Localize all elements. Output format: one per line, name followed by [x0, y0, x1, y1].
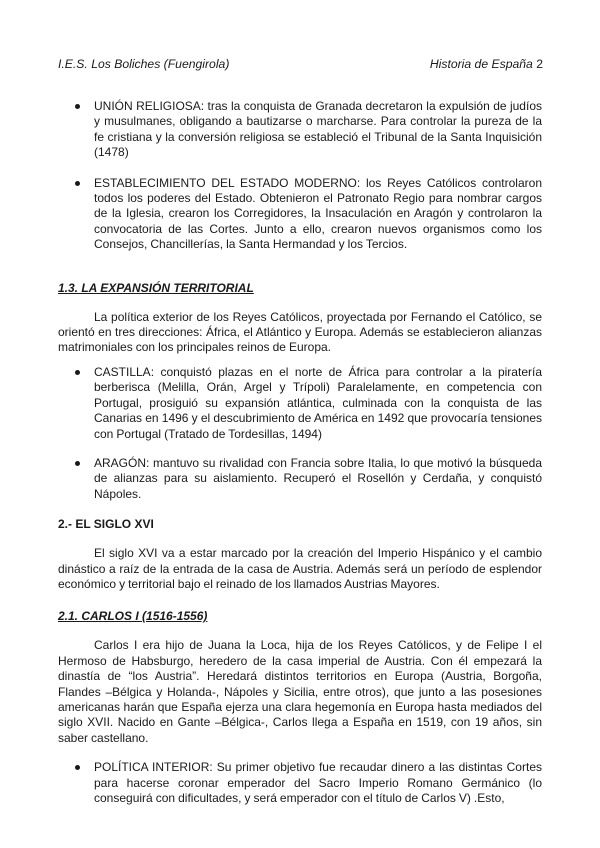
paragraph-siglo-xvi: El siglo XVI va a estar marcado por la creación del Imperio Hispánico y el cambio dinástico a raíz de la entrada de la casa de Austria. Además será un período de esplendor económico y territorial bajo el reinado de los llamados Austrias Mayores. — [58, 546, 542, 591]
header-subject: Historia de España — [429, 57, 533, 71]
bullet-castilla — [58, 365, 542, 442]
bullet-text: ARAGÓN: mantuvo su rivalidad con Francia sobre Italia, lo que motivó la búsqueda de alianzas para su aislamiento. Recuperó el Rosellón y Cerdaña, y conquistó Nápoles. — [94, 455, 542, 501]
page-number: 2 — [536, 57, 543, 71]
bullet-dot-icon — [75, 461, 80, 466]
bullet-estado-moderno — [58, 176, 542, 253]
bullet-aragon — [58, 456, 542, 502]
bullet-dot-icon — [75, 765, 80, 770]
paragraph-expansion: La política exterior de los Reyes Católicos, proyectada por Fernando el Católico, se orientó en tres direcciones: África, el Atlántico y Europa. Además se establecieron alianzas matrimoniales con los principales reinos de Europa. — [58, 309, 542, 355]
paragraph-carlos-i: Carlos I era hijo de Juana la Loca, hija de los Reyes Católicos, y de Felipe I el Hermoso de Habsburgo, heredero de la casa imperial de Austria. Con él empezará la dinastía de “los Austria”. Heredará distintos territorios en Europa (Austria, Borgoña, Flandes –Bélgica y Holanda-, Nápoles y Sicilia, entre otros), que junto a las posesiones americanas harán que España ejerza una clara hegemonía en Europa hasta mediados del siglo XVII. Nacido en Gante –Bélgica-, Carlos llega a España en 1519, con 19 años, sin saber castellano. — [58, 638, 542, 745]
bullet-text: CASTILLA: conquistó plazas en el norte de África para controlar a la piratería berberisca (Melilla, Orán, Argel y Trípoli) Paralelamente, en competencia con Portugal, prosiguió su expansión atlántica, culminada con la conquista de las Canarias en 1496 y el descubrimiento de América en 1492 que provocaría tensiones con Portugal (Tratado de Tordesillas, 1494) — [94, 364, 542, 441]
bullet-dot-icon — [75, 104, 80, 109]
bullet-union-religiosa — [58, 99, 542, 161]
heading-expansion-territorial: 1.3. LA EXPANSIÓN TERRITORIAL — [58, 280, 254, 295]
bullet-text: ESTABLECIMIENTO DEL ESTADO MODERNO: los Reyes Católicos controlaron todos los poderes del Estado. Obtenieron el Patronato Regio para nombrar cargos de la Iglesia, crearon los Corregidores, la Insaculación en Aragón y controlaron la convocatoria de las Cortes. Junto a ello, crearon nuevos organismos como los Consejos, Chancillerías, la Santa Hermandad y los Tercios. — [94, 175, 542, 252]
heading-carlos-i: 2.1. CARLOS I (1516-1556) — [58, 609, 208, 624]
heading-siglo-xvi: 2.- EL SIGLO XVI — [58, 517, 154, 532]
bullet-politica-interior — [58, 760, 542, 806]
header-school: I.E.S. Los Boliches (Fuengirola) — [58, 57, 230, 71]
bullet-dot-icon — [75, 181, 80, 186]
document-body — [58, 99, 542, 806]
header-title-page — [430, 57, 543, 71]
bullet-text: POLÍTICA INTERIOR: Su primer objetivo fue recaudar dinero a las distintas Cortes para hacerse coronar emperador del Sacro Imperio Romano Germánico (lo conseguirá con dificultades, y será emperador con el título de Carlos V) .Esto, — [94, 760, 542, 805]
bullet-dot-icon — [75, 370, 80, 375]
bullet-text: UNIÓN RELIGIOSA: tras la conquista de Granada decretaron la expulsión de judíos y musulmanes, obligando a bautizarse o marcharse. Para controlar la pureza de la fe cristiana y la conversión religiosa se estableció el Tribunal de la Santa Inquisición (1478) — [94, 99, 542, 160]
